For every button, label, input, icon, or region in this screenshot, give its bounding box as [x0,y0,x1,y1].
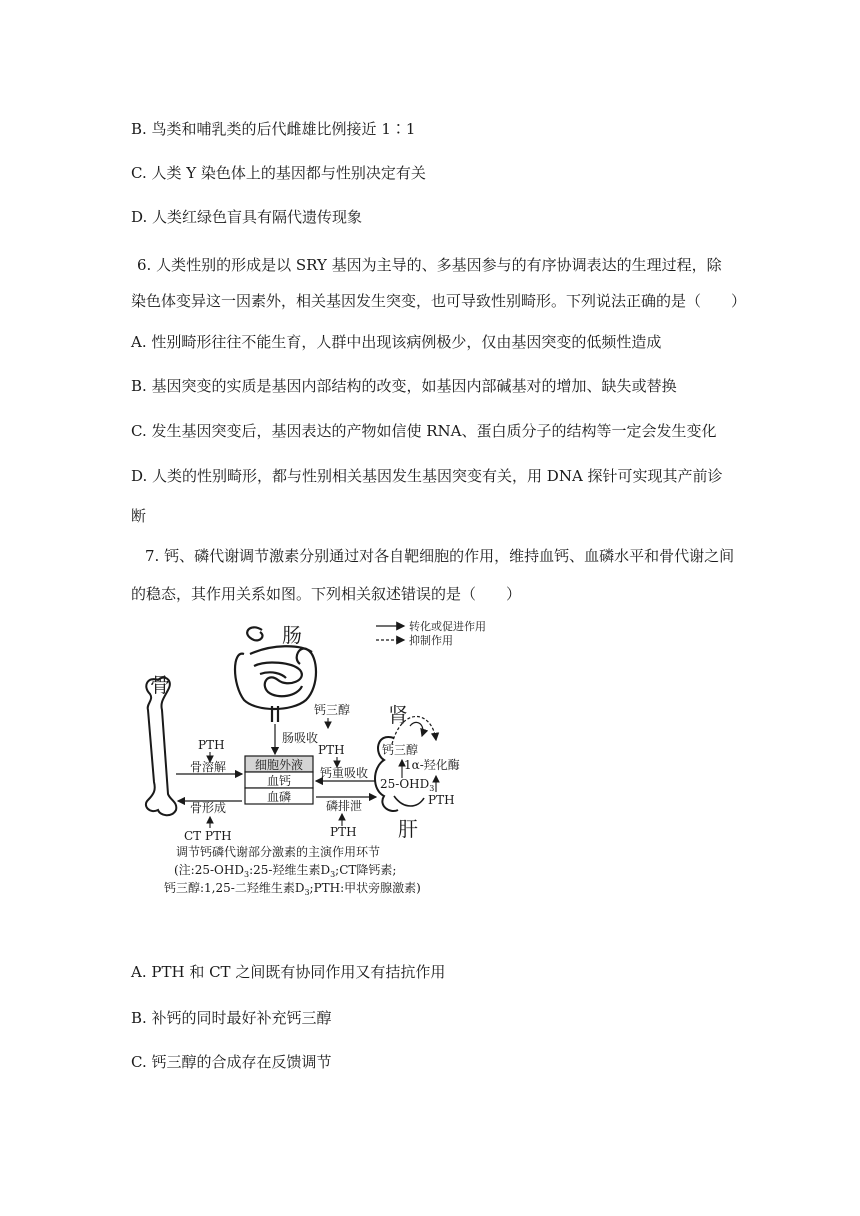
ct-pth-label: CT PTH [184,829,232,843]
box-extracellular-label: 细胞外液 [254,758,304,772]
ohd3-label: $25-OHD_3$ [380,777,435,793]
q7-stem-line1: 7. 钙、磷代谢调节激素分别通过对各自靶细胞的作用，维持血钙、血磷水平和骨代谢之间 [145,547,735,565]
liver-curve [394,796,424,806]
figure-caption-line1: 调节钙磷代谢部分激素的主演作用环节 [176,845,381,859]
pth-excretion-label: PTH [330,825,357,839]
pth-reabsorption-label: PTH [318,743,345,757]
q6-option-d-line1: D. 人类的性别畸形，都与性别相关基因发生基因突变有关，用 DNA 探针可实现其产前诊 [131,467,723,485]
bone-icon [146,678,176,816]
hydroxylase-label: 1α-羟化酶 [404,758,460,772]
liver-label: 肝 [398,817,418,841]
curved-arrow-to-calcitriol [410,722,423,736]
q6-option-b: B. 基因突变的实质是基因内部结构的改变，如基因内部碱基对的增加、缺失或替换 [131,377,677,395]
bone-resorption-label: 骨溶解 [190,760,227,774]
kidney-label: 肾 [388,703,408,727]
q5-option-d: D. 人类红绿色盲具有隔代遗传现象 [131,208,363,226]
q6-stem-line2: 染色体变异这一因素外，相关基因发生突变，也可导致性别畸形。下列说法正确的是（ ） [131,292,747,310]
q7-option-b: B. 补钙的同时最好补充钙三醇 [131,1009,332,1027]
legend-promote-label: 转化或促进作用 [409,620,486,633]
calcium-phosphorus-regulation-figure [132,614,512,904]
q6-option-d-line2: 断 [131,507,147,525]
q7-option-a: A. PTH 和 CT 之间既有协同作用又有拮抗作用 [131,963,446,981]
intestinal-absorption-label: 肠吸收 [282,731,319,745]
q7-stem-line2: 的稳态，其作用关系如图。下列相关叙述错误的是（ ） [131,585,522,603]
q7-option-c: C. 钙三醇的合成存在反馈调节 [131,1053,332,1071]
phosphate-excretion-label: 磷排泄 [326,799,363,813]
figure-caption-line2: (注$:25-OHD_3:25-$羟维生素$D_3;CT$降钙素; [174,863,397,879]
pth-hydroxylase-label: PTH [428,793,455,807]
q5-option-b: B. 鸟类和哺乳类的后代雌雄比例接近 1∶1 [131,120,416,138]
legend-inhibit-label: 抑制作用 [409,634,453,647]
calcitriol-top-label: 钙三醇 [314,703,351,717]
calcium-reabsorption-label: 钙重吸收 [320,766,369,780]
q6-option-a: A. 性别畸形往往不能生育，人群中出现该病例极少，仅由基因突变的低频性造成 [131,333,662,351]
intestine-icon [235,627,316,722]
calcitriol-kidney-label: 钙三醇 [382,743,419,757]
q6-stem-line1: 6. 人类性别的形成是以 SRY 基因为主导的、多基因参与的有序协调表达的生理过程，除 [137,256,722,274]
intestine-label: 肠 [282,623,302,647]
box-phosphorus-label: 血磷 [266,790,292,804]
q5-option-c: C. 人类 Y 染色体上的基因都与性别决定有关 [131,164,426,182]
pth-bone-label: PTH [198,738,225,752]
figure-caption-line3: 钙三醇:1,25-二羟维生素$D_3;PTH$:甲状旁腺激素) [164,881,421,897]
q6-option-c: C. 发生基因突变后，基因表达的产物如信使 RNA、蛋白质分子的结构等一定会发生变化 [131,422,717,440]
box-calcium-label: 血钙 [266,774,292,788]
bone-label: 骨 [150,673,170,697]
bone-formation-label: 骨形成 [190,801,227,815]
